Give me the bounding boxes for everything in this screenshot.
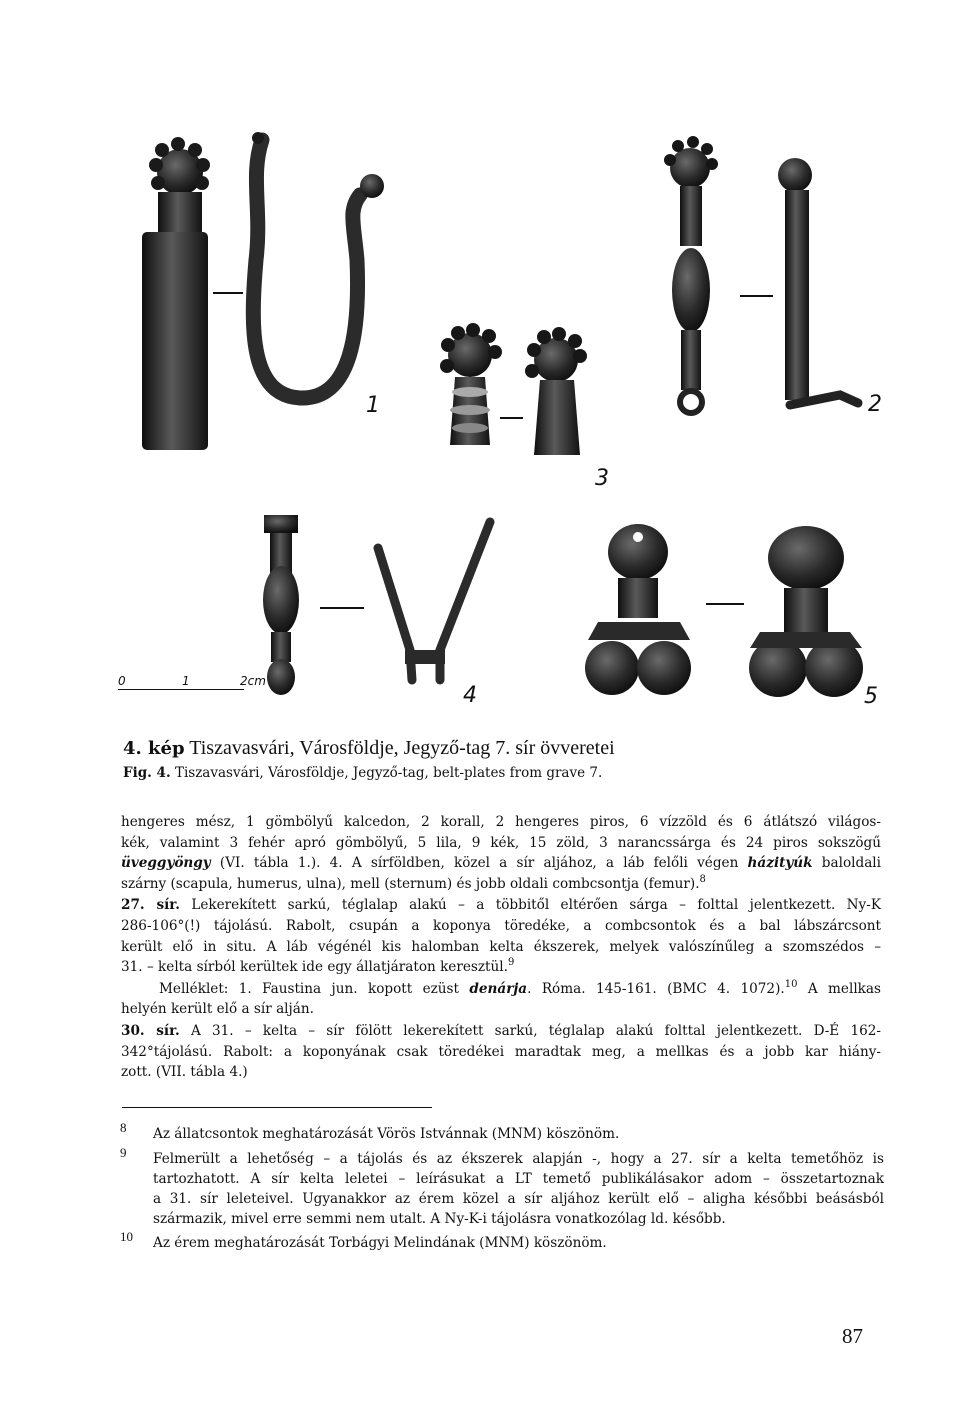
object-1-loop bbox=[253, 140, 360, 398]
figure-caption-hu bbox=[123, 737, 615, 760]
scale-bar bbox=[118, 670, 278, 700]
text-run: Lekerekített sarkú, téglalap alakú – a többitől eltérően sárga – folttal jelentkezett. Ny-K bbox=[179, 897, 881, 914]
object-3 bbox=[440, 323, 587, 455]
italic-term: házityúk bbox=[747, 855, 813, 872]
footnote-line: Felmerült a lehetőség – a tájolás és az ékszerek alapján -, hogy a 27. sír a kelta temetőhöz is bbox=[153, 1151, 884, 1167]
footnote-ref-9: 9 bbox=[507, 957, 515, 969]
footnote-ref-8: 8 bbox=[699, 873, 706, 885]
footnote-line: a 31. sír leleteivel. Ugyanakkor az érem közel a sír aljához került elő – aligha későbbi beásásból bbox=[153, 1191, 884, 1207]
text-run: . Róma. 145-161. (BMC 4. 1072). bbox=[527, 980, 785, 997]
text-line: hengeres mész, 1 gömbölyű kalcedon, 2 korall, 2 hengeres piros, 6 vízzöld és 6 átlátszó világos- bbox=[121, 814, 881, 830]
scale-line bbox=[118, 689, 244, 690]
footnote-9 bbox=[120, 1145, 884, 1229]
object-1-hook-knob bbox=[360, 174, 384, 198]
footnote-number: 9 bbox=[120, 1145, 127, 1160]
figure-label-2: 2 bbox=[868, 392, 882, 417]
scale-one: 1 bbox=[182, 674, 190, 688]
text-run: A mellkas bbox=[797, 980, 881, 997]
text-line: zott. (VII. tábla 4.) bbox=[121, 1064, 248, 1081]
figure-label-1: 1 bbox=[366, 393, 380, 418]
text-line: 342°tájolású. Rabolt: a koponyának csak töredékei maradtak meg, a mellkas és a jobb kar hiány- bbox=[121, 1043, 881, 1060]
object-1-plate bbox=[142, 232, 208, 450]
caption-en-number: Fig. 4. bbox=[123, 765, 171, 781]
text-run: szárny (scapula, humerus, ulna), mell (sternum) és jobb oldali combcsontja (femur). bbox=[121, 875, 700, 892]
text-line: 286-106°(!) tájolású. Rabolt, csupán a koponya töredéke, a combcsontok és a bal lábszárcsont bbox=[121, 917, 881, 934]
object-2 bbox=[664, 136, 858, 413]
object-1-rosette bbox=[149, 137, 210, 195]
footnote-number: 10 bbox=[120, 1229, 133, 1244]
footnote-line: Az érem meghatározását Torbágyi Melindának (MNM) köszönöm. bbox=[153, 1235, 607, 1251]
italic-term: üveggyöngy bbox=[121, 855, 211, 872]
text-line: került elő in situ. A láb végénél kis halomban kelta ékszerek, melyek valószínűleg a szomszédos – bbox=[121, 938, 881, 955]
text-run: A 31. – kelta – sír fölött lekerekített sarkú, téglalap alakú folttal jelentkezett. D-É 162- bbox=[179, 1022, 881, 1039]
figure-caption-en bbox=[123, 765, 602, 781]
text-line bbox=[121, 853, 881, 874]
footnote-line: tartozhatott. A sír kelta leletei – leírásukat a LT temető publikálásakor adom – összetartoznak bbox=[153, 1171, 884, 1187]
text-line: helyén került elő a sír alján. bbox=[121, 1001, 314, 1018]
grave-27-heading: 27. sír. bbox=[121, 897, 180, 914]
footnote-8 bbox=[120, 1120, 884, 1144]
footnote-number: 8 bbox=[120, 1120, 127, 1135]
text-run: (VI. tábla 1.). 4. A sírföldben, közel a sír aljához, a láb felőli végen bbox=[210, 855, 748, 872]
footnote-line: Az állatcsontok meghatározását Vörös Istvánnak (MNM) köszönöm. bbox=[153, 1126, 620, 1142]
scale-zero: 0 bbox=[118, 674, 126, 688]
footnote-rule bbox=[122, 1107, 432, 1108]
caption-hu-number: 4. kép bbox=[123, 738, 185, 759]
body-text bbox=[121, 812, 881, 1083]
object-4 bbox=[263, 515, 490, 695]
text-line: kék, valamint 3 fehér apró gömbölyű, 5 lila, 9 kék, 15 zöld, 3 narancssárga és 24 piros sokszögű bbox=[121, 834, 881, 851]
footnote-ref-10: 10 bbox=[784, 978, 798, 990]
page-number: 87 bbox=[842, 1324, 863, 1348]
figure-label-4: 4 bbox=[463, 683, 477, 708]
caption-en-text: Tiszavasvári, Városföldje, Jegyző-tag, belt-plates from grave 7. bbox=[170, 765, 603, 781]
figure-label-5: 5 bbox=[864, 684, 878, 709]
footnote-line: származik, mivel erre semmi nem utalt. A Ny-K-i tájolásra vonatkozólag ld. később. bbox=[153, 1211, 726, 1227]
caption-hu-text: Tiszavasvári, Városföldje, Jegyző-tag 7. sír övveretei bbox=[184, 737, 615, 759]
footnote-10 bbox=[120, 1229, 884, 1253]
text-run: Melléklet: 1. Faustina jun. kopott ezüst bbox=[159, 980, 470, 997]
object-1-neck bbox=[158, 192, 202, 232]
grave-27-line bbox=[121, 895, 881, 916]
grave-30-heading: 30. sír. bbox=[121, 1022, 180, 1039]
text-line bbox=[121, 874, 881, 895]
italic-term: denárja bbox=[469, 980, 528, 997]
figure-label-3: 3 bbox=[595, 466, 609, 491]
text-run: baloldali bbox=[812, 855, 881, 872]
scale-two: 2cm bbox=[240, 674, 266, 688]
text-run: 31. – kelta sírból kerültek ide egy állatjáraton keresztül. bbox=[121, 959, 508, 976]
grave-27-grave-goods bbox=[121, 979, 881, 1000]
grave-30-line bbox=[121, 1021, 881, 1042]
text-line bbox=[121, 957, 881, 978]
object-1 bbox=[142, 132, 384, 450]
object-5 bbox=[585, 524, 863, 697]
